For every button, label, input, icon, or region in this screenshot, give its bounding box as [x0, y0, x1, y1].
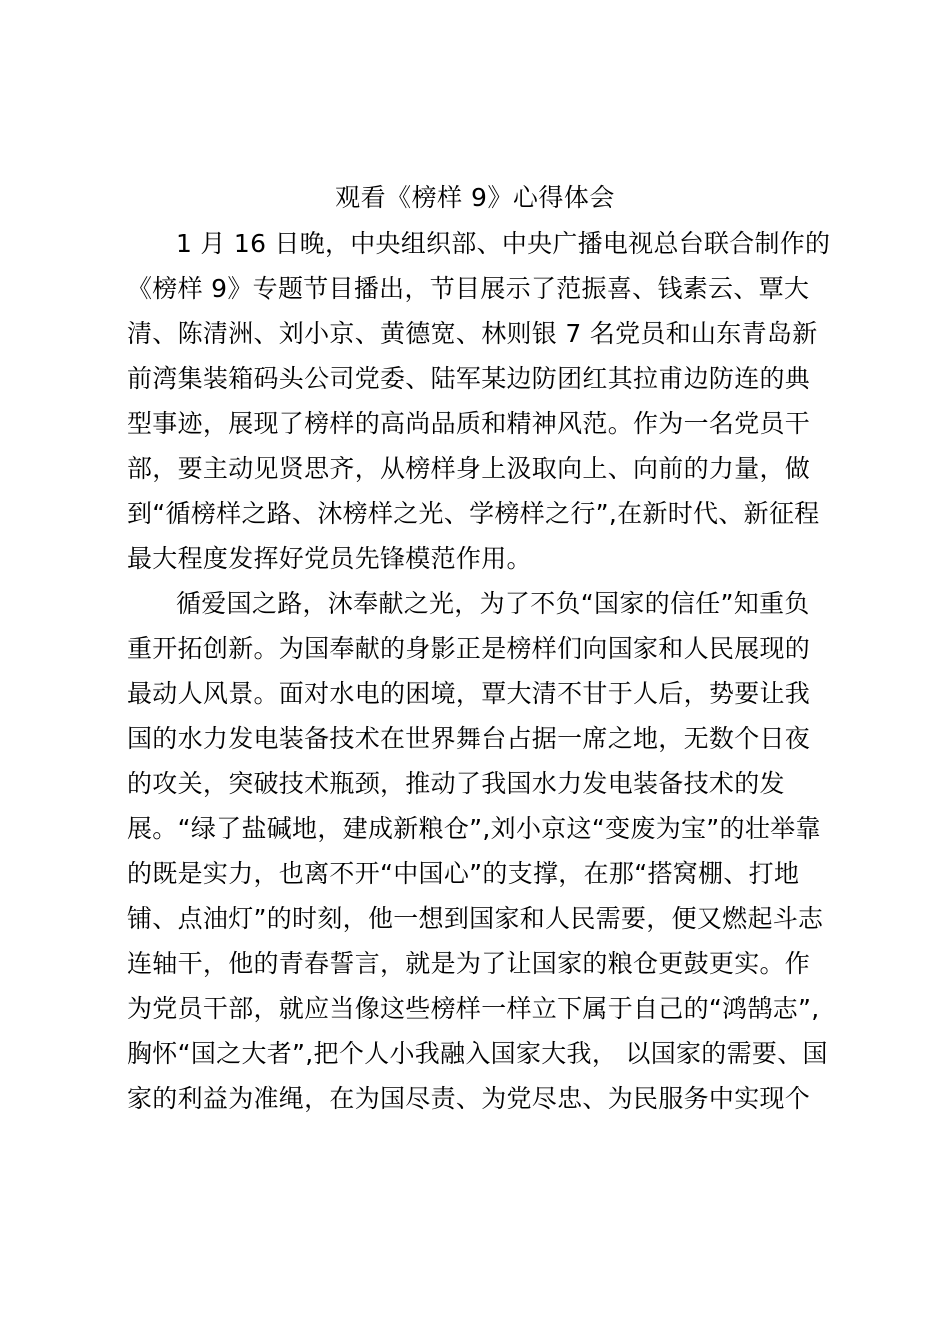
paragraph-2-line-9: 连轴干，他的青春誓言，就是为了让国家的粮仓更鼓更实。作 [127, 949, 811, 978]
paragraph-1-line-8: 最大程度发挥好党员先锋模范作用。 [127, 544, 532, 573]
paragraph-1-line-3: 清、陈清洲、刘小京、黄德宽、林则银 7 名党员和山东青岛新 [127, 319, 818, 348]
paragraph-2-line-10: 为党员干部，就应当像这些榜样一样立下属于自己的“鸿鹄志”, [127, 994, 820, 1023]
paragraph-1-line-4: 前湾集装箱码头公司党委、陆军某边防团红其拉甫边防连的典 [127, 364, 811, 393]
paragraph-2-line-12: 家的利益为准绳，在为国尽责、为党尽忠、为民服务中实现个 [127, 1084, 811, 1113]
paragraph-2-line-5: 的攻关，突破技术瓶颈，推动了我国水力发电装备技术的发 [127, 769, 785, 798]
paragraph-1-line-1: 1 月 16 日晚，中央组织部、中央广播电视总台联合制作的 [176, 229, 831, 258]
paragraph-1-line-6: 部，要主动见贤思齐，从榜样身上汲取向上、向前的力量，做 [127, 454, 811, 483]
paragraph-2-line-3: 最动人风景。面对水电的困境，覃大清不甘于人后，势要让我 [127, 679, 811, 708]
paragraph-2-line-6: 展。“绿了盐碱地，建成新粮仓”,刘小京这“变废为宝”的壮举靠 [127, 814, 821, 843]
paragraph-2-line-8: 铺、点油灯”的时刻，他一想到国家和人民需要，便又燃起斗志 [127, 904, 824, 933]
paragraph-2-line-11: 胸怀“国之大者”,把个人小我融入国家大我， 以国家的需要、国 [127, 1039, 828, 1068]
paragraph-2-line-2: 重开拓创新。为国奉献的身影正是榜样们向国家和人民展现的 [127, 634, 811, 663]
paragraph-1-line-2: 《榜样 9》专题节目播出，节目展示了范振喜、钱素云、覃大 [127, 274, 810, 303]
paragraph-2-line-1: 循爱国之路，沐奉献之光，为了不负“国家的信任”知重负 [176, 589, 810, 618]
paragraph-1-line-5: 型事迹，展现了榜样的高尚品质和精神风范。作为一名党员干 [127, 409, 811, 438]
paragraph-2-line-7: 的既是实力，也离不开“中国心”的支撑，在那“搭窝棚、打地 [127, 859, 800, 888]
document-title: 观看《榜样 9》心得体会 [335, 183, 615, 212]
paragraph-2-line-4: 国的水力发电装备技术在世界舞台占据一席之地，无数个日夜 [127, 724, 811, 753]
paragraph-1-line-7: 到“循榜样之路、沐榜样之光、学榜样之行”,在新时代、新征程 [127, 499, 820, 528]
